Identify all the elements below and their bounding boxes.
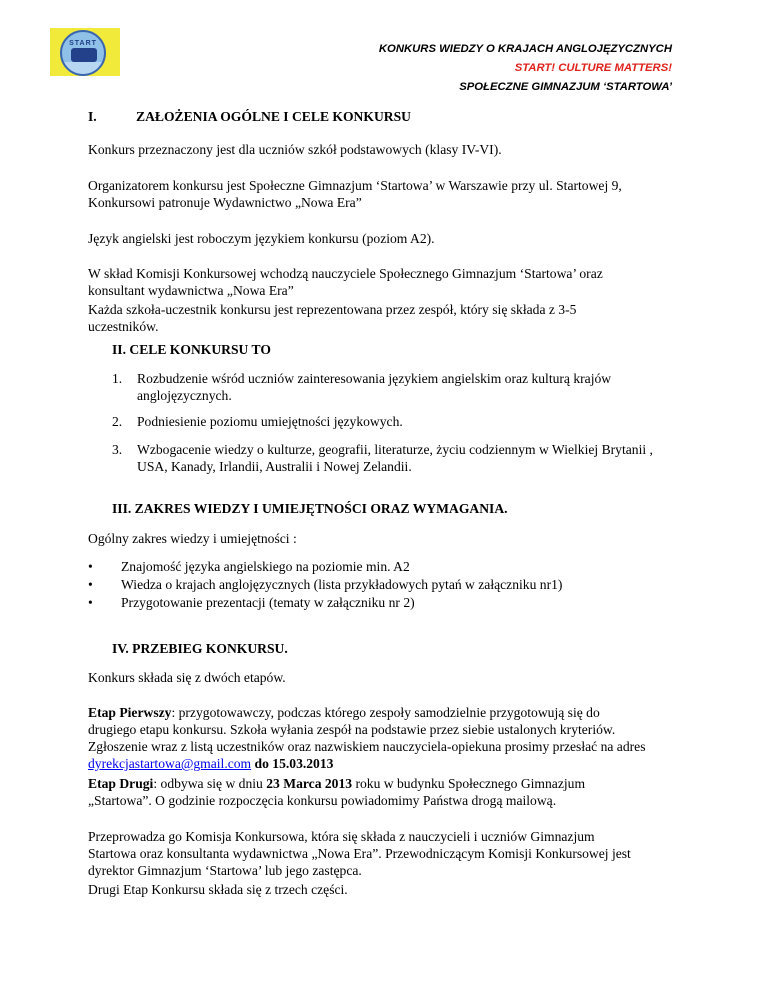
section-4-heading: IV. PRZEBIEG KONKURSU. [112,641,288,656]
bullet-icon: • [88,577,93,592]
goal-number: 1. [112,371,123,386]
paragraph-organizer [88,177,688,211]
goal-item [112,441,712,475]
stage-2-date: 23 Marca 2013 [266,776,353,791]
stage-1-line-3: Zgłoszenie wraz z listą uczestników oraz nazwiskiem nauczyciela-opiekuna prosimy przesłać na adres [88,739,646,754]
goal-text: Wzbogacenie wiedzy o kulturze, geografii, literaturze, życiu codziennym w Wielkiej Brytanii , [137,442,653,457]
commission-run-line-1: Przeprowadza go Komisja Konkursowa, która się składa z nauczycieli i uczniów Gimnazjum [88,829,595,844]
header-subtitle: START! CULTURE MATTERS! [514,62,672,74]
paragraph-stage-1 [88,704,688,772]
section-1-title: ZAŁOŻENIA OGÓLNE I CELE KONKURSU [136,109,411,124]
list-item [88,594,562,612]
email-link[interactable]: dyrekcjastartowa@gmail.com [88,756,252,771]
logo-emblem [60,30,106,76]
school-logo [50,28,120,76]
bullet-icon: • [88,559,93,574]
stage-1-label: Etap Pierwszy [88,705,172,720]
header-title: KONKURS WIEDZY O KRAJACH ANGLOJĘZYCZNYCH [378,43,672,55]
list-item-text: Znajomość języka angielskiego na poziomie min. A2 [121,559,410,574]
goal-text-cont: anglojęzycznych. [137,388,232,403]
paragraph-participants: Konkurs przeznaczony jest dla uczniów szkół podstawowych (klasy IV-VI). [88,142,502,157]
list-item [88,576,562,594]
commission-run-line-3: dyrektor Gimnazjum ‘Startowa’ lub jego zastępca. [88,863,362,878]
commission-line-2: konsultant wydawnictwa „Nowa Era” [88,283,294,298]
document-header [379,40,672,97]
paragraph-commission-run [88,828,688,879]
section-1-number: I. [88,109,97,124]
commission-line-1: W skład Komisji Konkursowej wchodzą nauczyciele Społecznego Gimnazjum ‘Startowa’ oraz [88,266,603,281]
team-line-2: uczestników. [88,319,159,334]
commission-run-line-2: Startowa oraz konsultanta wydawnictwa „Nowa Era”. Przewodniczącym Komisji Konkursowej jest [88,846,631,861]
list-item-text: Wiedza o krajach anglojęzycznych (lista przykładowych pytań w załączniku nr1) [121,577,563,592]
stage-1-deadline: do 15.03.2013 [251,756,334,771]
section-3-heading: III. ZAKRES WIEDZY I UMIEJĘTNOŚCI ORAZ WYMAGANIA. [112,501,508,516]
bus-icon [71,48,97,62]
paragraph-scope: Ogólny zakres wiedzy i umiejętności : [88,531,297,546]
team-line-1: Każda szkoła-uczestnik konkursu jest reprezentowana przez zespół, który się składa z 3-5 [88,302,577,317]
paragraph-stages: Konkurs składa się z dwóch etapów. [88,670,286,685]
header-school: SPOŁECZNE GIMNAZJUM ‘STARTOWA’ [459,81,672,93]
goal-text: Rozbudzenie wśród uczniów zainteresowania językiem angielskim oraz kulturą krajów [137,371,612,386]
logo-text: START [69,40,97,47]
list-item [88,558,562,576]
paragraph-language: Język angielski jest roboczym językiem konkursu (poziom A2). [88,231,435,246]
organizer-line-1: Organizatorem konkursu jest Społeczne Gimnazjum ‘Startowa’ w Warszawie przy ul. Startowej 9, [88,178,622,193]
stage-2-text-cont: roku w budynku Społecznego Gimnazjum [352,776,586,791]
scope-list [88,558,562,612]
paragraph-three-parts: Drugi Etap Konkursu składa się z trzech części. [88,882,348,897]
section-1-heading [88,108,688,125]
goal-text-cont: USA, Kanady, Irlandii, Australii i Nowej Zelandii. [137,459,412,474]
section-2-heading: II. CELE KONKURSU TO [112,342,271,357]
stage-1-line-2: drugiego etapu konkursu. Szkoła wyłania zespół na podstawie przez siebie ustalonych kryteriów. [88,722,616,737]
stage-1-line-1: : przygotowawczy, podczas którego zespoły samodzielnie przygotowują się do [171,705,600,720]
goal-text: Podniesienie poziomu umiejętności językowych. [137,414,403,429]
stage-2-line-2: „Startowa”. O godzinie rozpoczęcia konkursu powiadomimy Państwa drogą mailową. [88,793,557,808]
goal-number: 3. [112,442,123,457]
goal-number: 2. [112,414,123,429]
list-item-text: Przygotowanie prezentacji (tematy w załączniku nr 2) [121,595,415,610]
organizer-line-2: Konkursowi patronuje Wydawnictwo „Nowa Era” [88,195,362,210]
goal-item [112,370,712,404]
stage-2-label: Etap Drugi [88,776,154,791]
paragraph-team [88,301,688,335]
logo-road [62,62,104,74]
paragraph-commission [88,265,688,299]
goal-item [112,413,712,430]
stage-2-text: : odbywa się w dniu [153,776,267,791]
paragraph-stage-2 [88,775,688,809]
bullet-icon: • [88,595,93,610]
